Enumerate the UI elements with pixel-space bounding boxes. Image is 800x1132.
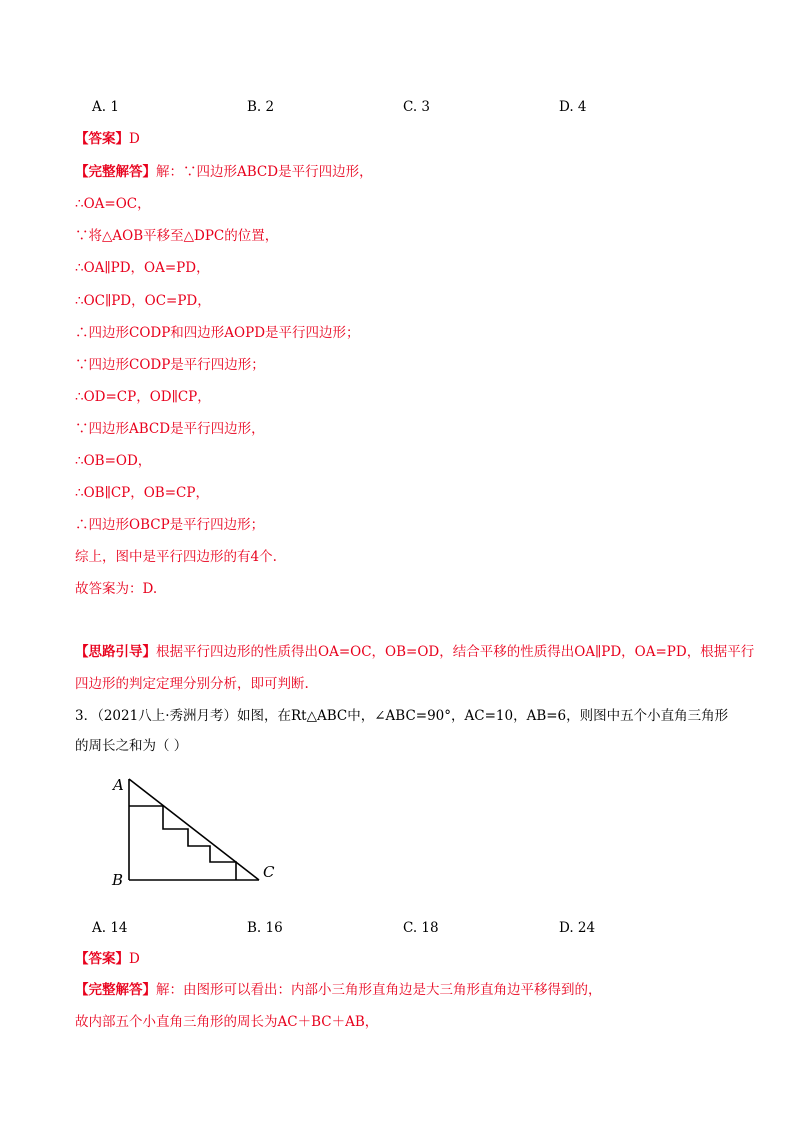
- solution-line: ∴OB∥CP，OB=CP，: [75, 485, 209, 501]
- label-c: C: [263, 863, 275, 881]
- hint-text: 根据平行四边形的性质得出OA=OC，OB=OD，结合平移的性质得出OA∥PD，OA=PD，根据平行: [156, 644, 755, 660]
- q2-answer-line: [75, 130, 140, 148]
- hint-tag: 【思路引导】: [75, 644, 156, 660]
- q3-question-line-1: 3．（2021八上·秀洲月考）如图，在Rt△ABC中，∠ABC=90°，AC=10，AB=6，则图中五个小直角三角形: [75, 708, 729, 724]
- q3-option-a: A. 14: [92, 920, 128, 936]
- q2-option-c: C. 3: [403, 99, 431, 115]
- solution-line: ∵四边形ABCD是平行四边形，: [75, 421, 265, 437]
- q2-option-a: A. 1: [92, 99, 119, 115]
- solution-text: 解：由图形可以看出：内部小三角形直角边是大三角形直角边平移得到的，: [156, 982, 602, 998]
- q2-option-d: D. 4: [559, 99, 587, 115]
- q2-option-b: B. 2: [247, 99, 275, 115]
- solution-line: ∴OA∥PD，OA=PD，: [75, 260, 210, 276]
- q3-solution-line-2: 故内部五个小直角三角形的周长为AC＋BC＋AB，: [75, 1014, 379, 1030]
- solution-line: 综上，图中是平行四边形的有4个.: [75, 549, 277, 565]
- q3-answer-line: [75, 950, 140, 968]
- solution-line: ∴四边形CODP和四边形AOPD是平行四边形；: [75, 325, 360, 341]
- solution-line: 故答案为：D.: [75, 581, 158, 597]
- q3-question-line-2: 的周长之和为（ ）: [75, 738, 188, 754]
- solution-line: ∴四边形OBCP是平行四边形；: [75, 517, 265, 533]
- q2-options: [92, 99, 732, 117]
- q3-solution-first: [75, 981, 602, 999]
- answer-tag: 【答案】: [75, 131, 129, 147]
- label-b: B: [112, 871, 124, 889]
- solution-line: ∵四边形CODP是平行四边形；: [75, 357, 265, 373]
- solution-line: ∴OC∥PD，OC=PD，: [75, 293, 211, 309]
- answer-value: D: [129, 131, 140, 147]
- q3-option-c: C. 18: [403, 920, 439, 936]
- hint-line-1: [75, 643, 754, 661]
- solution-tag: 【完整解答】: [75, 982, 156, 998]
- hint-line-2: 四边形的判定定理分别分析，即可判断.: [75, 676, 309, 692]
- solution-line: ∴OA=OC，: [75, 196, 151, 212]
- solution-line: ∵将△AOB平移至△DPC的位置，: [75, 228, 279, 244]
- solution-line: ∴OB=OD，: [75, 453, 152, 469]
- q2-solution-first: [75, 163, 373, 181]
- triangle-shape: [129, 779, 259, 880]
- label-a: A: [113, 776, 124, 794]
- solution-line: ∴OD=CP，OD∥CP，: [75, 389, 211, 405]
- solution-text: 解：∵四边形ABCD是平行四边形，: [156, 164, 373, 180]
- answer-value: D: [129, 951, 140, 967]
- triangle-figure: [100, 770, 300, 890]
- q3-option-b: B. 16: [247, 920, 283, 936]
- q3-option-d: D. 24: [559, 920, 596, 936]
- answer-tag: 【答案】: [75, 951, 129, 967]
- solution-tag: 【完整解答】: [75, 164, 156, 180]
- q3-options: [92, 920, 732, 938]
